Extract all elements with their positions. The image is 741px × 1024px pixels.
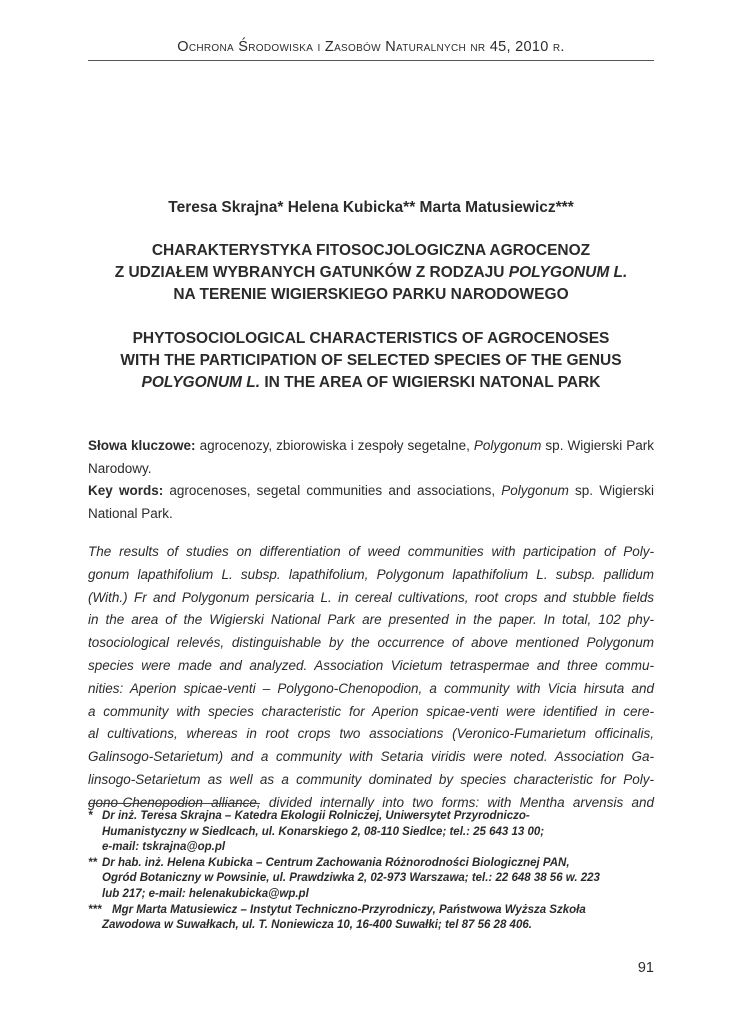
footnote-mark: *** — [88, 903, 102, 916]
footnote-line: e-mail: tskrajna@op.pl — [102, 841, 226, 854]
keywords-polish: Słowa kluczowe: agrocenozy, zbiorowiska i zespoły segetalne, Polygonum sp. Wigierski Park Narodowy. — [88, 438, 654, 476]
abstract-line: gono-Chenopodion alliance, divided internally into two forms: with Mentha arvensis and — [88, 794, 654, 810]
footnote-line: Dr inż. Teresa Skrajna – Katedra Ekologii Rolniczej, Uniwersytet Przyrodniczo- — [102, 810, 530, 822]
footnote-line: lub 217; e-mail: helenakubicka@wp.pl — [102, 887, 309, 900]
footnote-rule — [88, 803, 260, 804]
footnote-line: Dr hab. inż. Helena Kubicka – Centrum Zachowania Różnorodności Biologicznej PAN, — [102, 856, 570, 869]
title-en-genus: POLYGONUM L. — [141, 374, 261, 391]
title-en-line-2: WITH THE PARTICIPATION OF SELECTED SPECIES OF THE GENUS — [120, 352, 622, 369]
keywords-english: Key words: agrocenoses, segetal communities and associations, Polygonum sp. Wigierski National Park. — [88, 483, 654, 521]
title-pl-line-1: CHARAKTERYSTYKA FITOSOCJOLOGICZNA AGROCENOZ — [151, 242, 591, 259]
abstract-line: (With.) Fr and Polygonum persicaria L. in cereal cultivations, root crops and stubble fields — [88, 589, 654, 605]
author-list: Teresa Skrajna* Helena Kubicka** Marta Matusiewicz*** — [168, 199, 574, 216]
title-polish — [88, 240, 654, 306]
abstract-line: tosociological relevés, distinguishable by the occurrence of above mentioned Polygonum — [88, 635, 654, 651]
keywords-en-label: Key words: — [88, 483, 164, 498]
abstract — [88, 541, 654, 815]
footnote-2 — [88, 856, 654, 903]
footnote-line: Ogród Botaniczny w Powsinie, ul. Prawdziwka 2, 02-973 Warszawa; tel.: 22 648 38 56 w. 223 — [102, 872, 600, 885]
abstract-line: Galinsogo-Setarietum) and a community with Setaria viridis were noted. Association Ga- — [88, 749, 654, 765]
footnote-line: Mgr Marta Matusiewicz – Instytut Techniczno-Przyrodniczy, Państwowa Wyższa Szkoła — [112, 903, 586, 916]
abstract-line: gonum lapathifolium L. subsp. lapathifolium, Polygonum lapathifolium L. subsp. pallidum — [88, 566, 654, 582]
page-number: 91 — [637, 960, 654, 976]
abstract-line: in the area of the Wigierski National Park are presented in the paper. In total, 102 phy- — [88, 612, 654, 628]
footnotes — [88, 809, 654, 934]
running-head: Ochrona Środowiska i Zasobów Naturalnych nr 45, 2010 r. — [177, 39, 565, 55]
title-english — [88, 328, 654, 394]
title-pl-line-3: NA TERENIE WIGIERSKIEGO PARKU NARODOWEGO — [173, 286, 569, 303]
abstract-line: nities: Aperion spicae-venti – Polygono-Chenopodion, a community with Vicia hirsuta and — [88, 680, 654, 696]
keywords-pl-label: Słowa kluczowe: — [88, 438, 196, 453]
footnote-1 — [88, 809, 654, 856]
abstract-line: al cultivations, whereas in root crops two associations (Veronico-Fumarietum officinalis, — [88, 726, 654, 742]
abstract-line: species were made and analyzed. Association Vicietum tetraspermae and three commu- — [88, 657, 654, 673]
abstract-line: linsogo-Setarietum as well as a community dominated by species characteristic for Poly- — [88, 771, 654, 787]
title-pl-genus: POLYGONUM L. — [508, 264, 628, 281]
footnote-line: Humanistyczny w Siedlcach, ul. Konarskiego 2, 08-110 Siedlce; tel.: 25 643 13 00; — [102, 825, 545, 838]
title-en-line-1: PHYTOSOCIOLOGICAL CHARACTERISTICS OF AGROCENOSES — [132, 330, 610, 347]
footnote-mark: ** — [88, 856, 97, 869]
abstract-line: The results of studies on differentiation of weed communities with participation of Poly- — [88, 544, 654, 559]
footnote-mark: * — [88, 810, 93, 822]
title-en-line-3: POLYGONUM L. IN THE AREA OF WIGIERSKI NATONAL PARK — [141, 374, 601, 391]
abstract-line: a community with species characteristic for Aperion spicae-venti were identified in cere- — [88, 703, 654, 719]
header-rule — [88, 60, 654, 61]
title-pl-line-2: Z UDZIAŁEM WYBRANYCH GATUNKÓW Z RODZAJU POLYGONUM L. — [114, 264, 628, 281]
footnote-line: Zawodowa w Suwałkach, ul. T. Noniewicza 10, 16-400 Suwałki; tel 87 56 28 406. — [102, 919, 532, 932]
footnote-3 — [88, 903, 654, 934]
